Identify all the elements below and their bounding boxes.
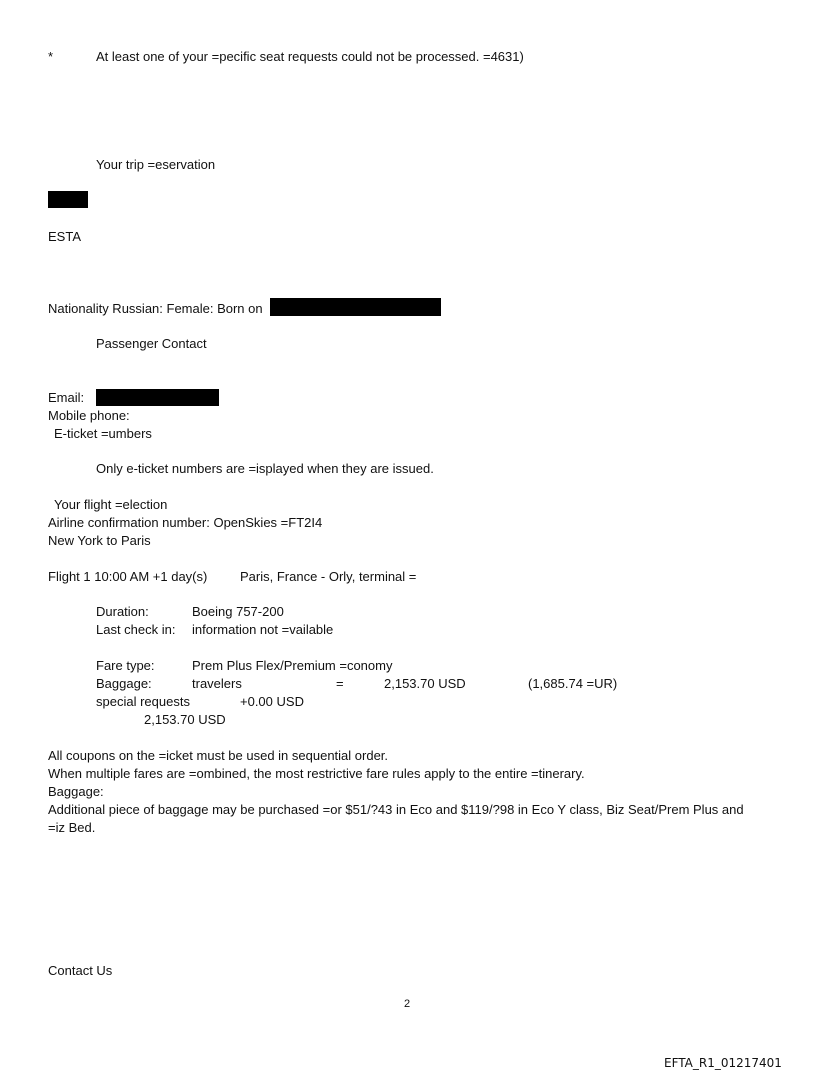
passenger-contact-heading: Passenger Contact xyxy=(96,336,207,351)
redaction-block xyxy=(48,191,88,208)
travelers-label: travelers xyxy=(192,676,242,691)
airline-confirmation: Airline confirmation number: OpenSkies =FT2I4 xyxy=(48,515,323,530)
eticket-note: Only e-ticket numbers are =isplayed when they are issued. xyxy=(96,461,434,476)
contact-us-link[interactable]: Contact Us xyxy=(48,963,113,978)
document-id: EFTA_R1_01217401 xyxy=(664,1056,782,1070)
coupon-rule: All coupons on the =icket must be used in sequential order. xyxy=(48,748,389,763)
route: New York to Paris xyxy=(48,533,151,548)
fare-type-label: Fare type: xyxy=(96,658,155,673)
seat-request-notice: At least one of your =pecific seat requests could not be processed. =4631) xyxy=(96,49,524,64)
baggage-purchase-note: Additional piece of baggage may be purchased =or $51/?43 in Eco and $119/?98 in Eco Y class, Biz Seat/Prem Plus and xyxy=(48,802,744,817)
equals-sign: = xyxy=(336,676,344,691)
destination: Paris, France - Orly, terminal = xyxy=(240,569,417,584)
baggage-label: Baggage: xyxy=(96,676,152,691)
flight-line: Flight 1 10:00 AM +1 day(s) xyxy=(48,569,208,584)
duration-label: Duration: xyxy=(96,604,149,619)
fare-combination-rule: When multiple fares are =ombined, the most restrictive fare rules apply to the entire =tinerary. xyxy=(48,766,585,781)
last-checkin-label: Last check in: xyxy=(96,622,176,637)
trip-reservation-heading: Your trip =eservation xyxy=(96,157,216,172)
price-eur: (1,685.74 =UR) xyxy=(528,676,618,691)
price-usd: 2,153.70 USD xyxy=(384,676,466,691)
redaction-block xyxy=(96,389,219,406)
redaction-block xyxy=(270,298,441,316)
last-checkin-value: information not =vailable xyxy=(192,622,334,637)
notice-bullet: * xyxy=(48,49,54,64)
eticket-numbers-heading: E-ticket =umbers xyxy=(54,426,152,441)
baggage-purchase-note-cont: =iz Bed. xyxy=(48,820,96,835)
email-label: Email: xyxy=(48,390,85,405)
baggage-heading: Baggage: xyxy=(48,784,104,799)
special-requests-value: +0.00 USD xyxy=(240,694,304,709)
flight-selection-heading: Your flight =election xyxy=(54,497,168,512)
duration-value: Boeing 757-200 xyxy=(192,604,284,619)
nationality-line: Nationality Russian: Female: Born on xyxy=(48,301,263,316)
fare-type-value: Prem Plus Flex/Premium =conomy xyxy=(192,658,393,673)
page-number: 2 xyxy=(404,998,411,1010)
total-price: 2,153.70 USD xyxy=(144,712,226,727)
mobile-phone-label: Mobile phone: xyxy=(48,408,130,423)
special-requests-label: special requests xyxy=(96,694,190,709)
esta-label: ESTA xyxy=(48,229,81,244)
